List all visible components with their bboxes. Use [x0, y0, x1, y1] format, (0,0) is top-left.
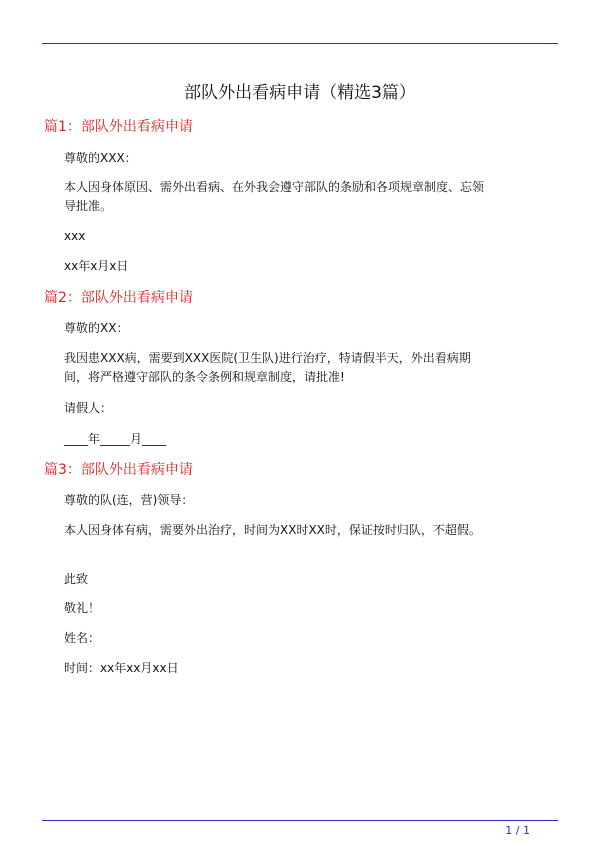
section-1-date: xx年x月x日: [64, 259, 129, 273]
section-3-regards: 敬礼！: [64, 601, 101, 615]
section-1-heading: 篇1：部队外出看病申请: [44, 119, 193, 135]
section-3-closing: 此致: [64, 572, 89, 586]
section-2-date-blank: ____年_____月____: [64, 432, 167, 446]
section-2-applicant: 请假人：: [64, 401, 113, 415]
page-indicator: 1 / 1: [505, 824, 530, 837]
section-3-time: 时间：xx年xx月xx日: [64, 661, 179, 675]
section-2-heading: 篇2：部队外出看病申请: [44, 290, 193, 306]
section-2-body: 我因患XXX病，需要到XXX医院(卫生队)进行治疗，特请假半天，外出看病期间，将严格遵守部队的条令条例和规章制度，请批准!: [64, 351, 471, 384]
document-title: 部队外出看病申请（精选3篇）: [184, 83, 416, 103]
section-1-signature: xxx: [64, 229, 86, 243]
section-1-salutation: 尊敬的XXX：: [64, 151, 137, 165]
section-1-body: 本人因身体原因、需外出看病、在外我会遵守部队的条励和各项规章制度、忘领导批准。: [64, 180, 485, 213]
footer-rule: [42, 820, 558, 821]
header-rule: [42, 43, 558, 44]
section-3-body: 本人因身体有病，需要外出治疗，时间为XX时XX时，保证按时归队，不超假。: [64, 523, 481, 537]
section-3-salutation: 尊敬的队(连，营)领导：: [64, 493, 194, 507]
section-3-heading: 篇3：部队外出看病申请: [44, 462, 193, 478]
section-2-salutation: 尊敬的XX：: [64, 321, 129, 335]
section-3-name: 姓名：: [64, 631, 101, 645]
